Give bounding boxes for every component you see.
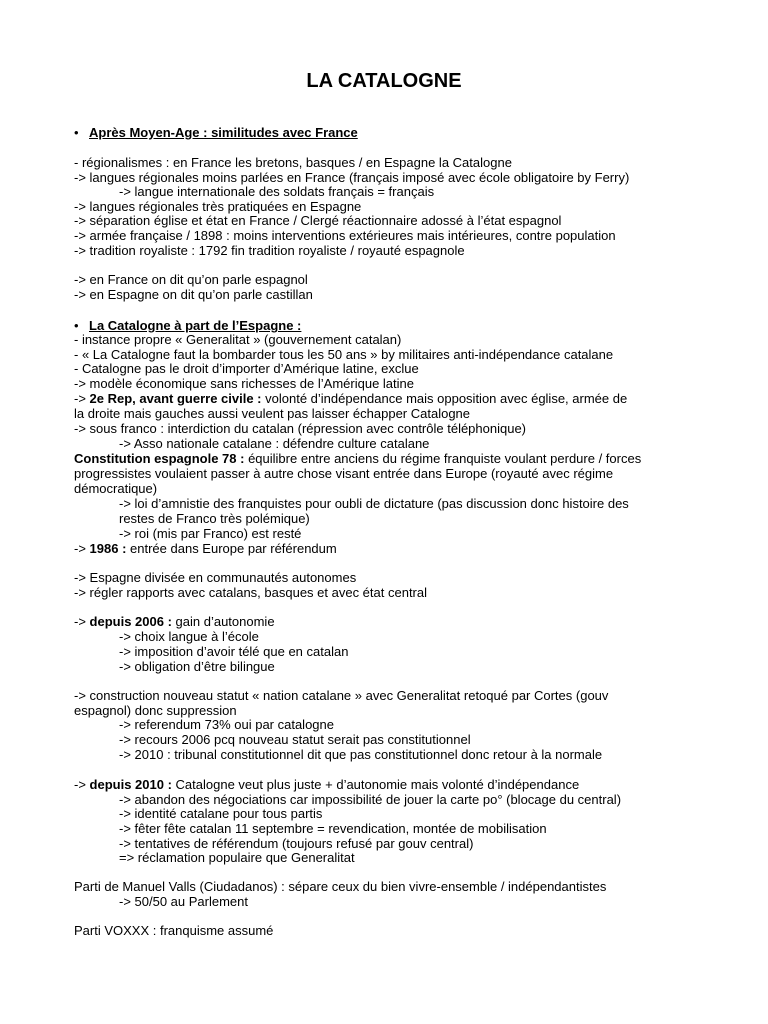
text-line: restes de Franco très polémique) [119,511,310,526]
text-line: -> imposition d’avoir télé que en catalan [119,644,349,659]
bullet: • [74,318,79,333]
text-line: -> 2010 : tribunal constitutionnel dit que pas constitutionnel donc retour à la normale [119,747,603,762]
text-line: - « La Catalogne faut la bombarder tous les 50 ans » by militaires anti-indépendance catalane [74,347,614,362]
text-line: -> choix langue à l’école [119,629,259,644]
bullet: • [74,125,79,140]
bold-label: 1986 : [89,541,127,556]
text-line: -> obligation d’être bilingue [119,659,275,674]
text-line: -> sous franco : interdiction du catalan (répression avec contrôle téléphonique) [74,421,527,436]
bold-label: 2e Rep, avant guerre civile : [89,391,262,406]
text-line: - régionalismes : en France les bretons, basques / en Espagne la Catalogne [74,155,512,170]
text-line: -> langues régionales très pratiquées en Espagne [74,199,362,214]
text-line: -> séparation église et état en France / Clergé réactionnaire adossé à l’état espagnol [74,213,562,228]
text-line: -> en Espagne on dit qu’on parle castillan [74,287,313,302]
section-heading [74,318,728,333]
page-title: LA CATALOGNE [306,70,462,92]
text-line: -> abandon des négociations car impossibilité de jouer la carte po° (blocage du central) [119,792,622,807]
text-line: -> Asso nationale catalane : défendre culture catalane [119,436,430,451]
text-line: - Catalogne pas le droit d’importer d’Amérique latine, exclue [74,361,419,376]
text-line: -> depuis 2006 : gain d’autonomie [74,614,275,629]
text-line: -> langue internationale des soldats français = français [119,184,435,199]
text-line: Constitution espagnole 78 : équilibre entre anciens du régime franquiste voulant perdure / forces [74,451,642,466]
bold-label: depuis 2010 : [89,777,172,792]
text-line: -> 50/50 au Parlement [119,894,248,909]
text-line: -> armée française / 1898 : moins interventions extérieures mais intérieures, contre population [74,228,616,243]
text-line: -> identité catalane pour tous partis [119,806,323,821]
text-line: -> referendum 73% oui par catalogne [119,717,334,732]
text-line: -> 2e Rep, avant guerre civile : volonté d’indépendance mais opposition avec église, armée de [74,391,628,406]
text-line: espagnol) donc suppression [74,703,237,718]
text-line: => réclamation populaire que Generalitat [119,850,355,865]
text-line: -> tradition royaliste : 1792 fin tradition royaliste / royauté espagnole [74,243,465,258]
text-line: -> recours 2006 pcq nouveau statut serait pas constitutionnel [119,732,471,747]
bold-label: Constitution espagnole 78 : [74,451,245,466]
text-line: la droite mais gauches aussi veulent pas laisser échapper Catalogne [74,406,471,421]
text-line: -> 1986 : entrée dans Europe par référendum [74,541,337,556]
text-line: -> loi d’amnistie des franquistes pour oubli de dictature (pas discussion donc histoire des [119,496,629,511]
bold-label: depuis 2006 : [89,614,172,629]
text-line: -> tentatives de référendum (toujours refusé par gouv central) [119,836,474,851]
text-line: -> langues régionales moins parlées en France (français imposé avec école obligatoire by Ferry) [74,170,630,185]
section-heading [74,125,728,140]
text-line: -> modèle économique sans richesses de l’Amérique latine [74,376,414,391]
heading-text: Après Moyen-Age : similitudes avec France [89,125,358,140]
text-line: - instance propre « Generalitat » (gouvernement catalan) [74,332,402,347]
text-line: démocratique) [74,481,158,496]
text-line: -> Espagne divisée en communautés autonomes [74,570,357,585]
text-line: -> régler rapports avec catalans, basques et avec état central [74,585,427,600]
text-line: Parti de Manuel Valls (Ciudadanos) : sépare ceux du bien vivre-ensemble / indépendantistes [74,879,607,894]
text-line: Parti VOXXX : franquisme assumé [74,923,274,938]
text-line: -> construction nouveau statut « nation catalane » avec Generalitat retoqué par Cortes (gouv [74,688,609,703]
text-line: -> fêter fête catalan 11 septembre = revendication, montée de mobilisation [119,821,547,836]
text-line: -> en France on dit qu’on parle espagnol [74,272,308,287]
text-line: -> depuis 2010 : Catalogne veut plus juste + d’autonomie mais volonté d’indépendance [74,777,580,792]
text-line: -> roi (mis par Franco) est resté [119,526,302,541]
text-line: progressistes voulaient passer à autre chose visant entrée dans Europe (royauté avec régime [74,466,614,481]
heading-text: La Catalogne à part de l’Espagne : [89,318,302,333]
